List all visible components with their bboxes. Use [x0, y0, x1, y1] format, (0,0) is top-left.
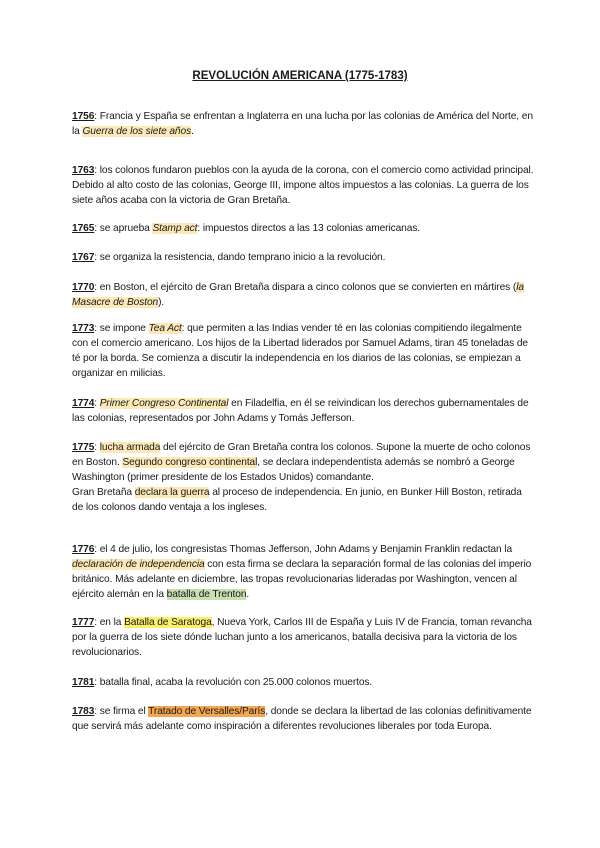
entry-1763	[72, 163, 534, 208]
entry-text: .	[246, 589, 250, 600]
entry-text: : se firma el	[94, 706, 149, 717]
entry-text: al proceso de independencia. En junio, en Bunker Hill Boston, retirada de los colonos dando ventaja a los ingleses.	[72, 487, 522, 513]
entry-text: : el 4 de julio, los congresistas Thomas Jefferson, John Adams y Benjamin Franklin redactan la	[94, 544, 513, 555]
highlight-text: la Masacre de Boston	[72, 282, 524, 308]
year-label: 1783	[72, 706, 95, 717]
year-label: 1763	[72, 165, 95, 176]
entry-1777	[72, 615, 534, 660]
year-label: 1770	[72, 282, 95, 293]
entry-1756	[72, 109, 534, 139]
entry-text: : batalla final, acaba la revolución con 25.000 colonos muertos.	[94, 677, 373, 688]
entry-1776	[72, 542, 534, 602]
entry-text: del ejército de Gran Bretaña contra los colonos. Supone la muerte de ocho colonos en Boston.	[72, 442, 531, 468]
entry-1770	[72, 280, 534, 310]
year-label: 1765	[72, 223, 95, 234]
entry-text: Gran Bretaña	[72, 487, 135, 498]
highlight-text: Stamp act	[152, 223, 198, 234]
highlight-text: Guerra de los siete años	[82, 126, 192, 137]
year-label: 1775	[72, 442, 95, 453]
entry-text: : que permiten a las Indias vender té en las colonias compitiendo ilegalmente con el comercio americano. Los hijos de la Libertad liderados por Samuel Adams, tiran 45 toneladas de té por la borda. Se comienza a discutir la independencia en los diarios de las colonias, se empiezan a organizar en milicias.	[72, 323, 528, 379]
entry-text: : los colonos fundaron pueblos con la ayuda de la corona, con el comercio como actividad principal. Debido al alto costo de las colonias, George III, impone altos impuestos a las colonias. La guerra de los siete años acaba con la victoria de Gran Bretaña.	[72, 165, 534, 206]
entry-1773	[72, 321, 534, 381]
highlight-text: Segundo congreso continental	[122, 457, 258, 468]
entry-1774	[72, 396, 534, 426]
year-label: 1776	[72, 544, 95, 555]
year-label: 1773	[72, 323, 95, 334]
entry-text: : se organiza la resistencia, dando temprano inicio a la revolución.	[94, 252, 386, 263]
highlight-text: Tea Act	[148, 323, 182, 334]
page-title: REVOLUCIÓN AMERICANA (1775-1783)	[192, 70, 408, 82]
year-label: 1767	[72, 252, 95, 263]
entry-text: .	[191, 126, 194, 137]
year-label: 1781	[72, 677, 95, 688]
entry-text: con esta firma se declara la separación formal de las colonias del imperio británico. Más adelante en diciembre, las tropas revolucionarias lideradas por Washington, vencen al ejército alemán en la	[72, 559, 532, 600]
entry-text: , Nueva York, Carlos III de España y Luis IV de Francia, toman revancha por la guerra de los siete dónde luchan junto a los americanos, batalla decisiva para la victoria de los revolucionarios.	[72, 617, 532, 658]
highlight-text: declaración de independencia	[72, 559, 205, 570]
entry-text: : Francia y España se enfrentan a Inglaterra en una lucha por las colonias de América del Norte, en la	[72, 111, 533, 137]
entry-text: , donde se declara la libertad de las colonias definitivamente que servirá más adelante como inspiración a diferentes revoluciones liberales por toda Europa.	[72, 706, 532, 732]
highlight-text: batalla de Trenton	[166, 589, 247, 600]
highlight-text: lucha armada	[99, 442, 161, 453]
entry-text: en Filadelfia, en él se reivindican los derechos gubernamentales de las colonias, representados por John Adams y Tomás Jefferson.	[72, 398, 529, 424]
entry-1767	[72, 250, 534, 265]
entry-text: : en Boston, el ejército de Gran Bretaña dispara a cinco colonos que se convierten en mártires (	[94, 282, 517, 293]
entry-text: : impuestos directos a las 13 colonias americanas.	[197, 223, 421, 234]
entry-text: : se aprueba	[94, 223, 153, 234]
highlight-text: Batalla de Saratoga	[124, 617, 212, 628]
entry-text: :	[94, 442, 100, 453]
entry-text: : se impone	[94, 323, 149, 334]
entry-1783	[72, 704, 534, 734]
entry-1781	[72, 675, 534, 690]
highlight-text: declara la guerra	[134, 487, 210, 498]
year-label: 1756	[72, 111, 95, 122]
entry-1765	[72, 221, 534, 236]
year-label: 1777	[72, 617, 95, 628]
entry-1775	[72, 440, 534, 515]
entry-text: ).	[158, 297, 165, 308]
highlight-text: Tratado de Versalles/París	[148, 706, 266, 717]
entry-text: : en la	[94, 617, 125, 628]
highlight-text: Primer Congreso Continental	[99, 398, 229, 409]
year-label: 1774	[72, 398, 95, 409]
entry-text: :	[94, 398, 100, 409]
entry-text: , se declara independentista además se nombró a George Washington (primer presidente de los Estados Unidos) comandante.	[72, 457, 515, 483]
